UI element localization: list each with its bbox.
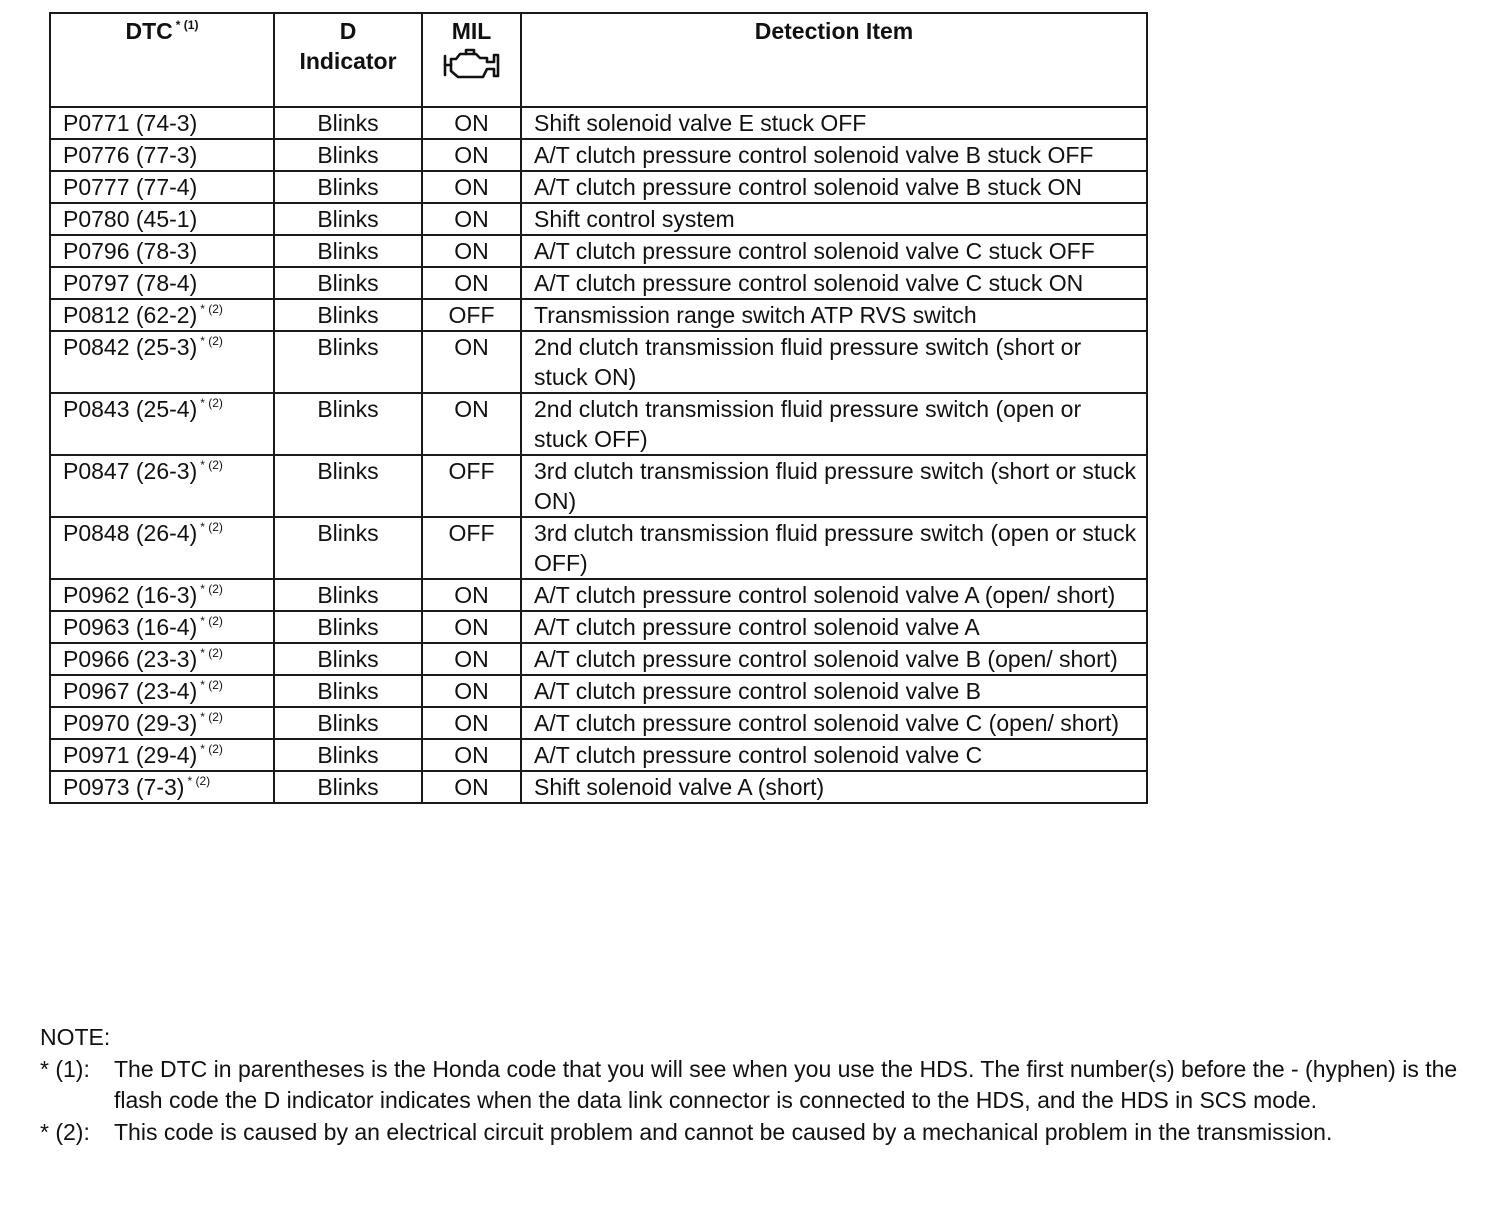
dtc-code: P0843 (25-4) [63,396,198,422]
table-row [50,517,1147,579]
table-row [50,739,1147,771]
note-marker: * (1): [40,1055,90,1082]
detection-item-cell: A/T clutch pressure control solenoid valve B [521,675,1147,707]
detection-item-cell: Shift control system [521,203,1147,235]
table-row [50,331,1147,393]
mil-cell: ON [422,171,521,203]
mil-cell: ON [422,393,521,455]
table-row [50,393,1147,455]
mil-cell: ON [422,235,521,267]
mil-cell: OFF [422,517,521,579]
dtc-footnote-marker: * (2) [200,302,223,316]
dtc-footnote-marker: * (2) [200,520,223,534]
note-item [40,1117,1480,1149]
dtc-code: P0796 (78-3) [63,238,198,264]
d-indicator-cell: Blinks [274,611,422,643]
detection-item-cell: A/T clutch pressure control solenoid valve C [521,739,1147,771]
dtc-code: P0847 (26-3) [63,458,198,484]
mil-cell: ON [422,675,521,707]
d-indicator-cell: Blinks [274,455,422,517]
detection-item-cell: A/T clutch pressure control solenoid valve B stuck ON [521,171,1147,203]
d-indicator-cell: Blinks [274,579,422,611]
notes-title: NOTE: [40,1024,111,1050]
dtc-footnote-marker: * (2) [200,742,223,756]
mil-cell: ON [422,579,521,611]
table-row [50,235,1147,267]
table-row [50,107,1147,139]
dtc-cell [50,675,274,707]
dtc-footnote-marker: * (2) [200,396,223,410]
dtc-footnote-marker: * (2) [200,458,223,472]
d-indicator-cell: Blinks [274,203,422,235]
dtc-cell [50,171,274,203]
table-row [50,171,1147,203]
dtc-footnote-marker: * (2) [200,710,223,724]
dtc-footnote-marker: * (2) [200,334,223,348]
table-row [50,203,1147,235]
header-dtc [50,13,274,107]
dtc-cell [50,235,274,267]
table-row [50,643,1147,675]
table-row [50,267,1147,299]
dtc-code: P0971 (29-4) [63,742,198,768]
detection-item-cell: A/T clutch pressure control solenoid valve A [521,611,1147,643]
dtc-code: P0777 (77-4) [63,174,198,200]
dtc-code: P0842 (25-3) [63,334,198,360]
dtc-cell [50,139,274,171]
dtc-code: P0776 (77-3) [63,142,198,168]
notes-section [40,1022,1480,1148]
detection-item-cell: 3rd clutch transmission fluid pressure switch (open or stuck OFF) [521,517,1147,579]
detection-item-cell: 2nd clutch transmission fluid pressure switch (short or stuck ON) [521,331,1147,393]
mil-cell: ON [422,331,521,393]
note-text: This code is caused by an electrical circuit problem and cannot be caused by a mechanical problem in the transmission. [114,1118,1333,1145]
dtc-footnote-marker: * (2) [200,614,223,628]
detection-item-cell: 3rd clutch transmission fluid pressure switch (short or stuck ON) [521,455,1147,517]
header-mil-label: MIL [451,18,492,44]
detection-item-cell: A/T clutch pressure control solenoid valve B (open/ short) [521,643,1147,675]
dtc-footnote-marker: * (2) [200,646,223,660]
note-marker: * (2): [40,1118,90,1145]
dtc-cell [50,107,274,139]
table-header-row [50,13,1147,107]
note-text: The DTC in parentheses is the Honda code that you will see when you use the HDS. The first number(s) before the - (hyphen) is the flash code the D indicator indicates when the data link connector is connected to the HDS, and the HDS in SCS mode. [114,1055,1458,1113]
d-indicator-cell: Blinks [274,139,422,171]
dtc-code: P0966 (23-3) [63,646,198,672]
dtc-code: P0963 (16-4) [63,614,198,640]
dtc-cell [50,771,274,803]
d-indicator-cell: Blinks [274,107,422,139]
d-indicator-cell: Blinks [274,517,422,579]
detection-item-cell: 2nd clutch transmission fluid pressure switch (open or stuck OFF) [521,393,1147,455]
table-row [50,611,1147,643]
detection-item-cell: A/T clutch pressure control solenoid valve C stuck ON [521,267,1147,299]
dtc-cell [50,203,274,235]
dtc-code: P0962 (16-3) [63,582,198,608]
dtc-cell [50,455,274,517]
header-d-indicator-line1: D [339,18,357,44]
dtc-code: P0771 (74-3) [63,110,198,136]
mil-cell: OFF [422,455,521,517]
detection-item-cell: A/T clutch pressure control solenoid valve A (open/ short) [521,579,1147,611]
note-item [40,1054,1480,1117]
header-mil [422,13,521,107]
dtc-footnote-marker: * (2) [200,678,223,692]
check-engine-icon [442,48,502,89]
mil-cell: ON [422,707,521,739]
dtc-cell [50,267,274,299]
table-row [50,675,1147,707]
d-indicator-cell: Blinks [274,267,422,299]
d-indicator-cell: Blinks [274,771,422,803]
table-row [50,707,1147,739]
table-row [50,139,1147,171]
header-dtc-label: DTC [125,18,173,44]
mil-cell: ON [422,771,521,803]
d-indicator-cell: Blinks [274,171,422,203]
table-row [50,455,1147,517]
d-indicator-cell: Blinks [274,643,422,675]
dtc-cell [50,393,274,455]
dtc-code: P0970 (29-3) [63,710,198,736]
dtc-code: P0780 (45-1) [63,206,198,232]
dtc-code: P0848 (26-4) [63,520,198,546]
dtc-cell [50,611,274,643]
dtc-cell [50,707,274,739]
dtc-table [49,12,1148,804]
table-body [50,107,1147,803]
header-d-indicator [274,13,422,107]
mil-cell: ON [422,643,521,675]
dtc-cell [50,299,274,331]
mil-cell: OFF [422,299,521,331]
mil-cell: ON [422,107,521,139]
dtc-footnote-marker: * (2) [200,582,223,596]
d-indicator-cell: Blinks [274,235,422,267]
d-indicator-cell: Blinks [274,739,422,771]
detection-item-cell: A/T clutch pressure control solenoid valve C (open/ short) [521,707,1147,739]
mil-cell: ON [422,611,521,643]
dtc-cell [50,579,274,611]
dtc-code: P0812 (62-2) [63,302,198,328]
dtc-cell [50,517,274,579]
mil-cell: ON [422,739,521,771]
dtc-cell [50,739,274,771]
d-indicator-cell: Blinks [274,675,422,707]
d-indicator-cell: Blinks [274,331,422,393]
header-d-indicator-line2: Indicator [299,48,397,74]
detection-item-cell: Shift solenoid valve A (short) [521,771,1147,803]
detection-item-cell: A/T clutch pressure control solenoid valve B stuck OFF [521,139,1147,171]
mil-cell: ON [422,139,521,171]
header-detection-item: Detection Item [521,13,1147,107]
header-dtc-footnote: * (1) [175,18,199,32]
mil-cell: ON [422,267,521,299]
detection-item-cell: Transmission range switch ATP RVS switch [521,299,1147,331]
d-indicator-cell: Blinks [274,299,422,331]
dtc-footnote-marker: * (2) [187,774,211,788]
dtc-cell [50,643,274,675]
table-row [50,299,1147,331]
d-indicator-cell: Blinks [274,707,422,739]
detection-item-cell: Shift solenoid valve E stuck OFF [521,107,1147,139]
detection-item-cell: A/T clutch pressure control solenoid valve C stuck OFF [521,235,1147,267]
d-indicator-cell: Blinks [274,393,422,455]
dtc-code: P0973 (7-3) [63,774,185,800]
dtc-cell [50,331,274,393]
table-row [50,579,1147,611]
table-row [50,771,1147,803]
dtc-code: P0797 (78-4) [63,270,198,296]
dtc-code: P0967 (23-4) [63,678,198,704]
mil-cell: ON [422,203,521,235]
